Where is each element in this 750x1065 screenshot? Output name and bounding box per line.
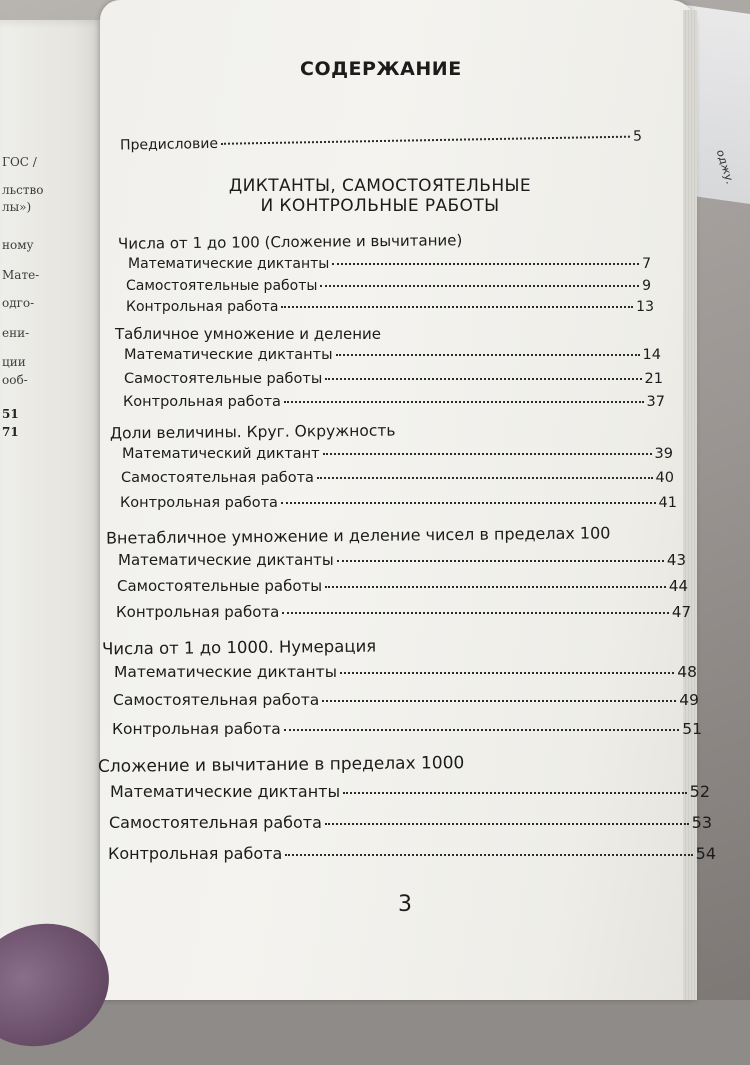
toc-entry-label: Математические диктанты — [118, 551, 334, 569]
toc-entry-page: 21 — [644, 371, 663, 387]
leader-dots — [320, 285, 639, 287]
left-page-fragment: ени- — [2, 326, 30, 340]
toc-entry-page: 49 — [679, 691, 699, 709]
toc-entry[interactable] — [128, 256, 651, 272]
toc-entry-label: Математические диктанты — [114, 663, 337, 681]
toc-entry[interactable] — [114, 663, 697, 681]
leader-dots — [284, 729, 679, 731]
toc-entry-page: 53 — [691, 813, 712, 832]
toc-entry-label: Самостоятельные работы — [124, 371, 323, 387]
page-title: СОДЕРЖАНИЕ — [300, 58, 462, 80]
leader-dots — [281, 306, 633, 308]
chapter-heading: Числа от 1 до 100 (Сложение и вычитание) — [117, 231, 463, 253]
toc-entry-label: Контрольная работа — [126, 299, 279, 315]
toc-entry-page: 44 — [668, 577, 688, 595]
toc-entry-label: Математические диктанты — [128, 256, 330, 272]
toc-entry-page: 51 — [682, 720, 702, 738]
toc-entry[interactable] — [116, 603, 691, 621]
toc-entry-page: 9 — [642, 278, 651, 294]
chapter-heading: Табличное умножение и деление — [115, 325, 381, 343]
toc-entry-label: Контрольная работа — [123, 394, 281, 410]
leader-dots — [285, 854, 692, 856]
toc-entry-label: Контрольная работа — [112, 720, 281, 738]
toc-entry-label: Контрольная работа — [116, 603, 280, 621]
page-number: 3 — [398, 892, 412, 917]
toc-entry-label: Самостоятельные работы — [126, 278, 318, 294]
toc-entry-page: 48 — [677, 663, 697, 681]
toc-entry[interactable] — [109, 813, 712, 832]
toc-entry[interactable] — [124, 347, 661, 363]
leader-dots — [336, 354, 640, 356]
left-page-fragment: лы») — [2, 200, 32, 214]
toc-entry[interactable] — [117, 577, 688, 595]
toc-entry[interactable] — [108, 844, 716, 863]
toc-entry-label: Контрольная работа — [108, 844, 283, 863]
toc-entry-label: Самостоятельная работа — [109, 813, 322, 832]
left-page-fragment: 71 — [2, 425, 19, 439]
background-sheet-text: оджу. — [713, 148, 737, 186]
toc-entry[interactable] — [123, 394, 665, 410]
leader-dots — [284, 401, 644, 403]
toc-entry-label: Математический диктант — [122, 446, 320, 462]
leader-dots — [317, 477, 653, 479]
toc-entry[interactable] — [113, 691, 699, 709]
left-page-fragment: ооб- — [2, 373, 28, 387]
toc-entry-page: 47 — [671, 603, 691, 621]
toc-entry[interactable] — [124, 371, 663, 387]
chapter-heading: Внетабличное умножение и деление чисел в пределах 100 — [105, 523, 611, 548]
leader-dots — [340, 672, 674, 674]
toc-entry-page: 7 — [642, 256, 651, 272]
toc-entry-page: 52 — [689, 782, 710, 801]
leader-dots — [281, 502, 656, 504]
leader-dots — [282, 612, 669, 614]
toc-entry-page: 14 — [642, 347, 661, 363]
toc-entry-preface[interactable] — [120, 128, 642, 153]
toc-entry[interactable] — [122, 446, 673, 462]
section-title-line: И КОНТРОЛЬНЫЕ РАБОТЫ — [260, 196, 500, 216]
toc-entry-label: Предисловие — [119, 135, 219, 154]
toc-entry[interactable] — [121, 470, 674, 486]
left-page-fragment: ному — [2, 238, 34, 252]
toc-entry-page: 54 — [695, 844, 716, 863]
left-page-fragment: льство — [2, 183, 44, 197]
toc-entry-page: 41 — [658, 495, 677, 511]
toc-entry-page: 40 — [655, 470, 674, 486]
toc-entry[interactable] — [110, 782, 710, 801]
leader-dots — [221, 136, 630, 145]
chapter-heading: Доли величины. Круг. Окружность — [109, 421, 396, 443]
toc-entry-page: 43 — [666, 551, 686, 569]
toc-entry-page: 5 — [632, 128, 643, 145]
toc-entry-label: Самостоятельная работа — [113, 691, 320, 709]
toc-entry-page: 39 — [654, 446, 673, 462]
toc-entry[interactable] — [120, 495, 677, 511]
toc-entry-label: Контрольная работа — [120, 495, 278, 511]
toc-entry[interactable] — [126, 278, 651, 294]
chapter-heading: Сложение и вычитание в пределах 1000 — [97, 753, 465, 777]
left-page-fragment: ции — [2, 355, 26, 369]
toc-entry-label: Математические диктанты — [124, 347, 333, 363]
toc-entry[interactable] — [112, 720, 702, 738]
toc-entry-label: Самостоятельные работы — [117, 577, 323, 595]
leader-dots — [337, 560, 664, 562]
section-title-line: ДИКТАНТЫ, САМОСТОЯТЕЛЬНЫЕ — [228, 176, 532, 196]
leader-dots — [332, 263, 639, 265]
leader-dots — [325, 586, 666, 588]
toc-entry-label: Математические диктанты — [110, 782, 341, 801]
toc-entry-label: Самостоятельная работа — [121, 470, 314, 486]
chapter-heading: Числа от 1 до 1000. Нумерация — [101, 636, 377, 659]
leader-dots — [323, 453, 652, 455]
leader-dots — [322, 700, 676, 702]
toc-entry-page: 37 — [646, 394, 665, 410]
leader-dots — [325, 378, 641, 380]
toc-entry[interactable] — [126, 299, 654, 315]
section-title — [225, 176, 535, 216]
left-page-fragment: 51 — [2, 407, 19, 421]
leader-dots — [343, 792, 687, 794]
left-page-fragment: ГОС / — [2, 155, 37, 169]
toc-entry-page: 13 — [636, 299, 654, 315]
leader-dots — [325, 823, 689, 825]
left-page-fragment: Мате- — [2, 268, 40, 282]
left-page-fragment: одго- — [2, 296, 35, 310]
toc-entry[interactable] — [118, 551, 686, 569]
